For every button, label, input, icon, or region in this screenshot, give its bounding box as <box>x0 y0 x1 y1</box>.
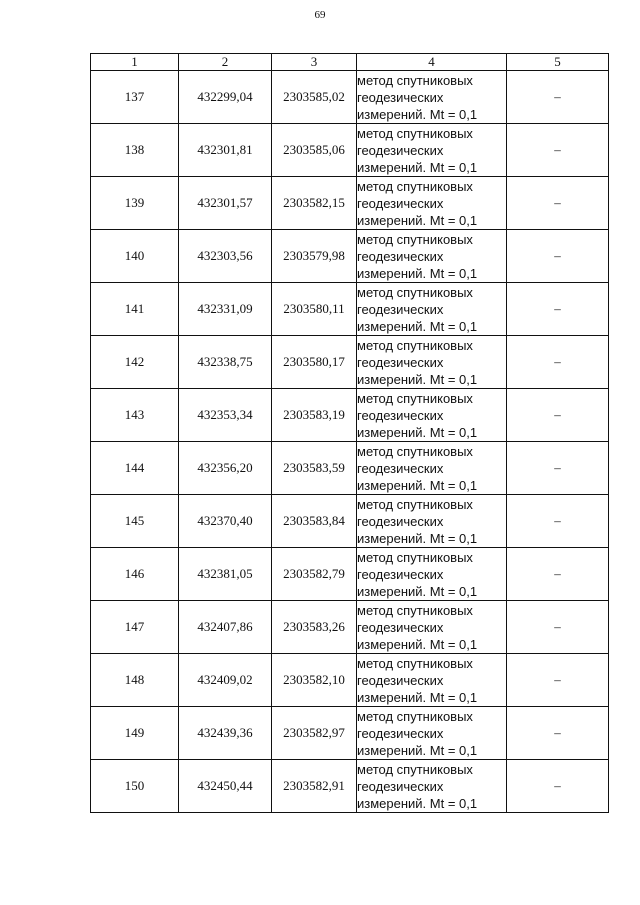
method-line: геодезических <box>357 407 444 423</box>
method-line: геодезических <box>357 195 444 211</box>
header-col-2: 2 <box>179 54 272 71</box>
header-row <box>91 54 609 71</box>
method-line: метод спутниковых <box>357 549 473 565</box>
header-col-4: 4 <box>357 54 507 71</box>
method-line: измерений. Mt = 0,1 <box>357 477 478 493</box>
y-coordinate-cell: 2303582,15 <box>272 177 357 230</box>
point-number-cell: 138 <box>91 124 179 177</box>
point-number-cell: 146 <box>91 548 179 601</box>
note-cell: – <box>507 283 609 336</box>
point-number-cell: 144 <box>91 442 179 495</box>
point-number-cell: 145 <box>91 495 179 548</box>
method-line: измерений. Mt = 0,1 <box>357 159 478 175</box>
point-number-cell: 149 <box>91 707 179 760</box>
x-coordinate-cell: 432299,04 <box>179 71 272 124</box>
y-coordinate-cell: 2303583,19 <box>272 389 357 442</box>
y-coordinate-cell: 2303580,17 <box>272 336 357 389</box>
x-coordinate-cell: 432409,02 <box>179 654 272 707</box>
method-line: измерений. Mt = 0,1 <box>357 212 478 228</box>
note-cell: – <box>507 654 609 707</box>
method-line: геодезических <box>357 513 444 529</box>
method-cell <box>357 707 507 760</box>
method-cell <box>357 283 507 336</box>
method-line: метод спутниковых <box>357 761 473 777</box>
method-cell <box>357 548 507 601</box>
method-cell <box>357 442 507 495</box>
header-col-3: 3 <box>272 54 357 71</box>
x-coordinate-cell: 432381,05 <box>179 548 272 601</box>
method-line: геодезических <box>357 725 444 741</box>
method-cell <box>357 71 507 124</box>
method-line: измерений. Mt = 0,1 <box>357 424 478 440</box>
method-line: геодезических <box>357 778 444 794</box>
method-line: метод спутниковых <box>357 602 473 618</box>
method-line: измерений. Mt = 0,1 <box>357 371 478 387</box>
method-cell <box>357 760 507 813</box>
method-line: геодезических <box>357 142 444 158</box>
table-row <box>91 495 609 548</box>
point-number-cell: 141 <box>91 283 179 336</box>
table-row <box>91 389 609 442</box>
x-coordinate-cell: 432370,40 <box>179 495 272 548</box>
header-col-1: 1 <box>91 54 179 71</box>
method-cell <box>357 654 507 707</box>
note-cell: – <box>507 495 609 548</box>
note-cell: – <box>507 442 609 495</box>
table-row <box>91 124 609 177</box>
method-line: геодезических <box>357 460 444 476</box>
y-coordinate-cell: 2303579,98 <box>272 230 357 283</box>
y-coordinate-cell: 2303582,79 <box>272 548 357 601</box>
method-line: измерений. Mt = 0,1 <box>357 265 478 281</box>
method-line: геодезических <box>357 354 444 370</box>
method-line: измерений. Mt = 0,1 <box>357 795 478 811</box>
note-cell: – <box>507 760 609 813</box>
method-line: геодезических <box>357 566 444 582</box>
coordinates-table <box>90 53 609 813</box>
point-number-cell: 137 <box>91 71 179 124</box>
y-coordinate-cell: 2303582,97 <box>272 707 357 760</box>
note-cell: – <box>507 71 609 124</box>
point-number-cell: 139 <box>91 177 179 230</box>
method-line: метод спутниковых <box>357 231 473 247</box>
x-coordinate-cell: 432301,81 <box>179 124 272 177</box>
method-cell <box>357 336 507 389</box>
method-line: измерений. Mt = 0,1 <box>357 530 478 546</box>
x-coordinate-cell: 432407,86 <box>179 601 272 654</box>
method-line: метод спутниковых <box>357 337 473 353</box>
method-line: измерений. Mt = 0,1 <box>357 583 478 599</box>
method-line: метод спутниковых <box>357 708 473 724</box>
x-coordinate-cell: 432301,57 <box>179 177 272 230</box>
method-line: геодезических <box>357 248 444 264</box>
method-line: метод спутниковых <box>357 72 473 88</box>
method-line: измерений. Mt = 0,1 <box>357 742 478 758</box>
y-coordinate-cell: 2303583,26 <box>272 601 357 654</box>
method-cell <box>357 124 507 177</box>
method-line: метод спутниковых <box>357 178 473 194</box>
y-coordinate-cell: 2303585,06 <box>272 124 357 177</box>
method-line: измерений. Mt = 0,1 <box>357 689 478 705</box>
y-coordinate-cell: 2303582,91 <box>272 760 357 813</box>
y-coordinate-cell: 2303580,11 <box>272 283 357 336</box>
point-number-cell: 143 <box>91 389 179 442</box>
y-coordinate-cell: 2303583,84 <box>272 495 357 548</box>
table-row <box>91 177 609 230</box>
method-line: геодезических <box>357 301 444 317</box>
y-coordinate-cell: 2303585,02 <box>272 71 357 124</box>
method-line: измерений. Mt = 0,1 <box>357 318 478 334</box>
table-row <box>91 654 609 707</box>
note-cell: – <box>507 177 609 230</box>
table-row <box>91 283 609 336</box>
table-row <box>91 230 609 283</box>
table-header <box>91 54 609 71</box>
table-row <box>91 760 609 813</box>
point-number-cell: 150 <box>91 760 179 813</box>
table-row <box>91 707 609 760</box>
method-line: геодезических <box>357 672 444 688</box>
method-line: измерений. Mt = 0,1 <box>357 636 478 652</box>
note-cell: – <box>507 707 609 760</box>
method-line: измерений. Mt = 0,1 <box>357 106 478 122</box>
note-cell: – <box>507 124 609 177</box>
x-coordinate-cell: 432338,75 <box>179 336 272 389</box>
method-line: метод спутниковых <box>357 390 473 406</box>
method-line: геодезических <box>357 89 444 105</box>
x-coordinate-cell: 432450,44 <box>179 760 272 813</box>
method-cell <box>357 177 507 230</box>
y-coordinate-cell: 2303582,10 <box>272 654 357 707</box>
point-number-cell: 142 <box>91 336 179 389</box>
table-row <box>91 336 609 389</box>
method-line: метод спутниковых <box>357 496 473 512</box>
x-coordinate-cell: 432439,36 <box>179 707 272 760</box>
page-number: 69 <box>314 9 326 21</box>
method-line: метод спутниковых <box>357 655 473 671</box>
table-row <box>91 548 609 601</box>
method-line: геодезических <box>357 619 444 635</box>
method-cell <box>357 601 507 654</box>
method-cell <box>357 230 507 283</box>
method-line: метод спутниковых <box>357 284 473 300</box>
method-line: метод спутниковых <box>357 443 473 459</box>
method-cell <box>357 495 507 548</box>
x-coordinate-cell: 432303,56 <box>179 230 272 283</box>
note-cell: – <box>507 548 609 601</box>
table-body <box>91 71 609 813</box>
point-number-cell: 147 <box>91 601 179 654</box>
table-row <box>91 442 609 495</box>
y-coordinate-cell: 2303583,59 <box>272 442 357 495</box>
note-cell: – <box>507 230 609 283</box>
x-coordinate-cell: 432356,20 <box>179 442 272 495</box>
point-number-cell: 148 <box>91 654 179 707</box>
note-cell: – <box>507 336 609 389</box>
table-row <box>91 71 609 124</box>
method-line: метод спутниковых <box>357 125 473 141</box>
table-row <box>91 601 609 654</box>
x-coordinate-cell: 432353,34 <box>179 389 272 442</box>
point-number-cell: 140 <box>91 230 179 283</box>
note-cell: – <box>507 389 609 442</box>
header-col-5: 5 <box>507 54 609 71</box>
method-cell <box>357 389 507 442</box>
x-coordinate-cell: 432331,09 <box>179 283 272 336</box>
note-cell: – <box>507 601 609 654</box>
